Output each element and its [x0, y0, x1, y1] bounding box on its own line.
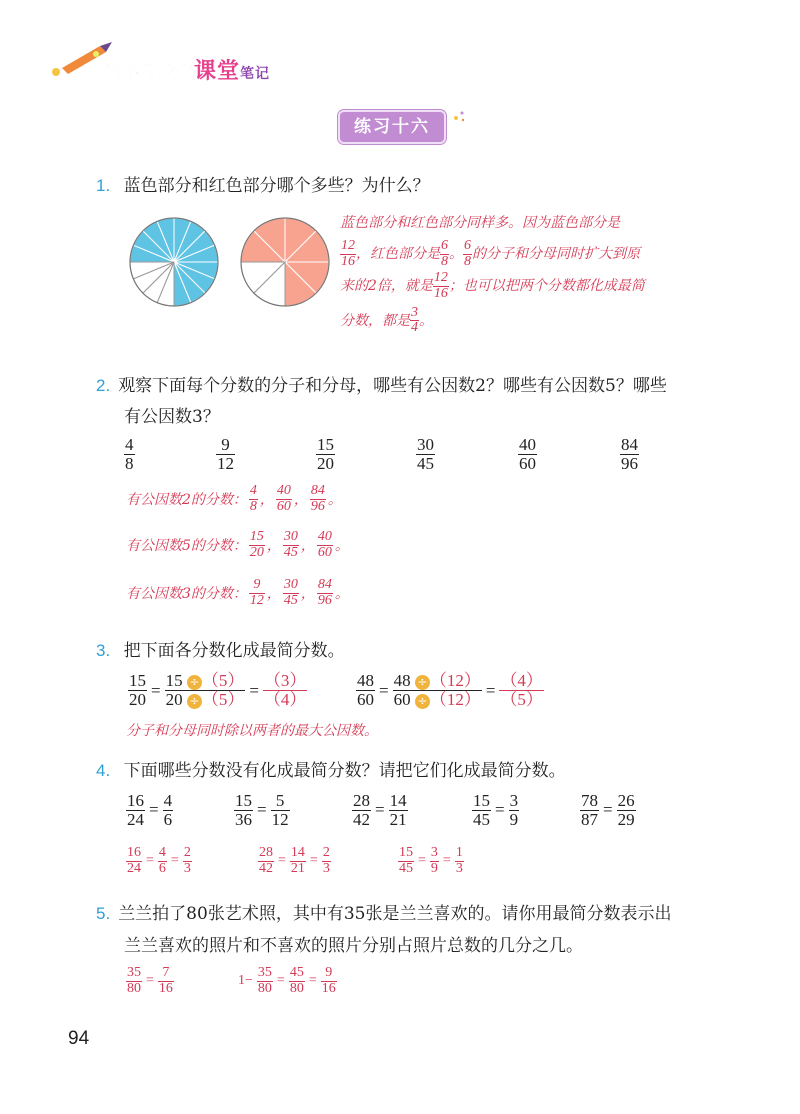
fraction: $\frac{5}{12}$	[271, 791, 289, 829]
q4-item: $\frac{28}{42}$ = $\frac{14}{21}$	[353, 791, 407, 829]
fraction: $\frac{48}{60}$	[357, 671, 374, 709]
fraction: $\frac{7}{16}$	[158, 965, 173, 996]
q2-answer-2: 有公因数5的分数： $\frac{15}{20}$ ， $\frac{30}{45}$ ， $\frac{40}{60}$ 。	[126, 529, 349, 560]
fraction: $\frac{30}{45}$	[417, 435, 434, 473]
q5-answer-1: $\frac{35}{80}$ = $\frac{7}{16}$	[127, 965, 173, 996]
q3-note: 分子和分母同时除以两者的最大公因数。	[126, 723, 378, 739]
fraction: $\frac{(4)}{(5)}$	[500, 671, 543, 709]
fraction-with-divisor: $\frac{48 \div (12)}{60 \div (12)}$	[393, 671, 481, 709]
brand-text: 倍小优数学	[104, 63, 194, 83]
q4-item: $\frac{16}{24}$ = $\frac{4}{6}$	[127, 791, 173, 829]
q1-number: 1.	[96, 176, 111, 195]
q4-line	[96, 756, 566, 781]
fraction: $\frac{40}{60}$	[276, 483, 291, 514]
fraction: $\frac{15}{20}$	[129, 671, 146, 709]
q2-number: 2.	[96, 376, 111, 395]
fraction: $\frac{84}{96}$	[310, 483, 325, 514]
fraction: $\frac{1}{3}$	[455, 845, 463, 876]
fraction: $\frac{6}{8}$	[464, 238, 471, 269]
q1-answer-line4: 分数，都是 $\frac{3}{4}$ 。	[340, 304, 433, 336]
fraction: $\frac{9}{16}$	[321, 965, 336, 996]
q4-item: $\frac{15}{36}$ = $\frac{5}{12}$	[235, 791, 289, 829]
fraction: $\frac{4}{8}$	[125, 435, 134, 473]
q3-equation-b: $\frac{48}{60}$ = $\frac{48 \div (12)}{60 \div (12)}$ = $\frac{(4)}{(5)}$	[357, 671, 543, 709]
fraction: $\frac{35}{80}$	[257, 965, 272, 996]
fraction: $\frac{16}{24}$	[127, 845, 141, 876]
brand-big-text: 课堂	[194, 59, 241, 84]
fraction: $\frac{12}{16}$	[433, 270, 448, 302]
q1-text: 蓝色部分和红色部分哪个多些？为什么？	[123, 176, 430, 196]
q1-line	[96, 171, 430, 196]
fraction: $\frac{15}{20}$	[249, 529, 264, 560]
fraction: $\frac{16}{24}$	[127, 791, 144, 829]
fraction-with-divisor: $\frac{15 \div (5)}{20 \div (5)}$	[165, 671, 245, 709]
q4-answer: $\frac{28}{42}$ = $\frac{14}{21}$ = $\frac{2}{3}$	[259, 845, 330, 876]
q5-number: 5.	[96, 904, 111, 923]
q5-text-line1: 兰兰拍了80张艺术照，其中有35张是兰兰喜欢的。请你用最简分数表示出	[118, 904, 672, 924]
q2-text-block	[96, 370, 736, 433]
fraction: $\frac{78}{87}$	[581, 791, 598, 829]
fraction: $\frac{30}{45}$	[283, 529, 298, 560]
fraction: $\frac{4}{8}$	[249, 483, 257, 514]
fraction: $\frac{4}{6}$	[163, 791, 173, 829]
q3-text: 把下面各分数化成最简分数。	[123, 641, 345, 661]
q4-answer: $\frac{16}{24}$ = $\frac{4}{6}$ = $\frac{2}{3}$	[127, 845, 191, 876]
fraction: $\frac{84}{96}$	[621, 435, 638, 473]
q1-answer-line1: 蓝色部分和红色部分同样多。因为蓝色部分是	[340, 215, 620, 231]
fraction: $\frac{28}{42}$	[353, 791, 370, 829]
q4-number: 4.	[96, 761, 111, 780]
q3-equation-a: $\frac{15}{20}$ = $\frac{15 \div (5)}{20 \div (5)}$ = $\frac{(3)}{(4)}$	[129, 671, 307, 709]
fraction: $\frac{3}{9}$	[509, 791, 519, 829]
divide-icon: ÷	[187, 694, 202, 709]
q1-answer-line3: 来的2倍，就是 $\frac{12}{16}$ ；也可以把两个分数都化成最简	[340, 270, 645, 302]
q5-text-block	[96, 898, 736, 962]
fraction: $\frac{12}{16}$	[341, 238, 355, 269]
fraction: $\frac{3}{4}$	[411, 304, 418, 336]
fraction: $\frac{9}{12}$	[217, 435, 234, 473]
fraction: $\frac{4}{6}$	[158, 845, 166, 876]
sparkle-icon	[450, 108, 468, 126]
fraction: $\frac{2}{3}$	[322, 845, 330, 876]
blue-circle	[128, 216, 220, 308]
fraction: $\frac{30}{45}$	[283, 577, 298, 608]
red-circle	[239, 216, 331, 308]
header-logo	[48, 40, 308, 86]
q4-item: $\frac{78}{87}$ = $\frac{26}{29}$	[581, 791, 635, 829]
q2-text-line2: 有公因数3？	[124, 407, 220, 427]
q5-text-line2: 兰兰喜欢的照片和不喜欢的照片分别占照片总数的几分之几。	[124, 936, 583, 956]
fraction: $\frac{28}{42}$	[259, 845, 273, 876]
fraction: $\frac{40}{60}$	[317, 529, 332, 560]
fraction: $\frac{84}{96}$	[317, 577, 332, 608]
q2-answer-1: 有公因数2的分数： $\frac{4}{8}$ ， $\frac{40}{60}$ ， $\frac{84}{96}$ 。	[126, 483, 342, 514]
divide-icon: ÷	[415, 675, 430, 690]
q2-answer-3: 有公因数3的分数： $\frac{9}{12}$ ， $\frac{30}{45}$ ， $\frac{84}{96}$ 。	[126, 577, 349, 608]
fraction: $\frac{14}{21}$	[389, 791, 407, 829]
fraction: $\frac{15}{20}$	[317, 435, 334, 473]
q2-fractions-row	[124, 436, 664, 480]
fraction: $\frac{6}{8}$	[441, 238, 448, 269]
brand-tail-text: 笔记	[240, 66, 271, 82]
fraction: $\frac{(3)}{(4)}$	[263, 671, 307, 709]
fraction: $\frac{14}{21}$	[290, 845, 305, 876]
fraction: $\frac{26}{29}$	[617, 791, 635, 829]
divide-icon: ÷	[187, 675, 202, 690]
q4-text: 下面哪些分数没有化成最简分数？请把它们化成最简分数。	[123, 761, 566, 781]
fraction: $\frac{35}{80}$	[127, 965, 141, 996]
exercise-title-box	[338, 110, 446, 144]
q3-line	[96, 636, 345, 661]
fraction: $\frac{3}{9}$	[430, 845, 438, 876]
q3-number: 3.	[96, 641, 111, 660]
fraction: $\frac{15}{36}$	[235, 791, 252, 829]
fraction: $\frac{15}{45}$	[473, 791, 490, 829]
q1-answer	[340, 211, 720, 336]
fraction: $\frac{45}{80}$	[289, 965, 304, 996]
q1-answer-line2: $\frac{12}{16}$ ，红色部分是 $\frac{6}{8}$ 。 $\frac{6}{8}$ 的分子和分母同时扩大到原	[341, 238, 640, 269]
fraction: $\frac{2}{3}$	[183, 845, 191, 876]
q4-answer: $\frac{15}{45}$ = $\frac{3}{9}$ = $\frac{1}{3}$	[399, 845, 463, 876]
q2-text-line1: 观察下面每个分数的分子和分母，哪些有公因数2？哪些有公因数5？哪些	[118, 376, 667, 396]
exercise-title: 练习十六	[354, 117, 430, 137]
q4-item: $\frac{15}{45}$ = $\frac{3}{9}$	[473, 791, 519, 829]
fraction: $\frac{9}{12}$	[249, 577, 264, 608]
divide-icon: ÷	[415, 694, 430, 709]
q5-answer-2: 1− $\frac{35}{80}$ = $\frac{45}{80}$ = $\frac{9}{16}$	[238, 965, 336, 996]
fraction: $\frac{40}{60}$	[519, 435, 536, 473]
page-number: 94	[68, 1028, 90, 1049]
fraction: $\frac{15}{45}$	[399, 845, 413, 876]
